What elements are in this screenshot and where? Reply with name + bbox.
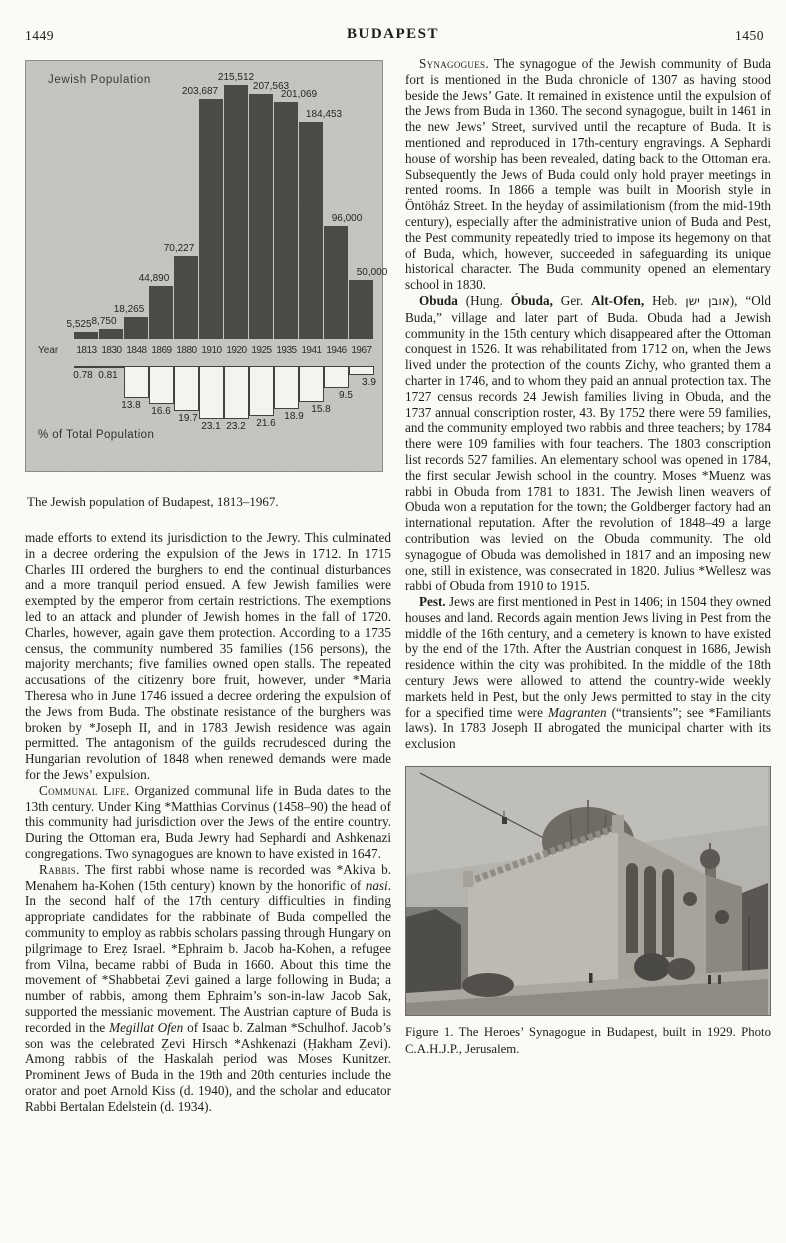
right-wing xyxy=(706,875,742,975)
text-run: (“transients”; see *Familiants laws). In 1783 Joseph II abrogated the municipal charter with its exclusion xyxy=(405,704,772,752)
percent-bar xyxy=(174,366,199,411)
page-number-right: 1450 xyxy=(735,28,764,43)
population-bar-value: 207,563 xyxy=(252,81,290,92)
right-column xyxy=(405,56,771,1057)
paragraph xyxy=(25,783,391,862)
left-trees xyxy=(406,909,461,999)
year-tick: 1920 xyxy=(226,345,247,356)
percent-bar-value: 15.8 xyxy=(311,404,331,415)
population-bar-value: 201,069 xyxy=(280,89,318,100)
population-bar xyxy=(149,286,173,339)
arched-window xyxy=(644,866,656,955)
text-run: Rabbis xyxy=(39,861,77,877)
paragraph xyxy=(25,862,391,1115)
pedestrian xyxy=(589,973,593,983)
population-chart xyxy=(25,60,388,472)
percent-bar xyxy=(149,366,174,404)
year-tick: 1910 xyxy=(201,345,222,356)
percent-bar-value: 3.9 xyxy=(362,377,376,388)
percent-bar xyxy=(124,366,149,398)
paragraph xyxy=(25,530,391,783)
arched-window xyxy=(662,869,674,957)
year-tick: 1880 xyxy=(176,345,197,356)
population-bar xyxy=(174,256,198,339)
percent-bar xyxy=(274,366,299,409)
page-header xyxy=(0,26,786,48)
background-buildings xyxy=(742,883,768,977)
corner-pylon-left xyxy=(463,871,473,887)
percent-bar xyxy=(199,366,224,419)
text-run: Obuda xyxy=(419,292,458,308)
population-bar xyxy=(349,280,373,339)
year-tick: 1830 xyxy=(101,345,122,356)
round-window xyxy=(683,892,697,906)
population-bar-value: 215,512 xyxy=(217,72,255,83)
percent-bar-value: 23.1 xyxy=(201,421,221,432)
bush xyxy=(462,973,514,997)
lamppost xyxy=(748,917,750,975)
percent-bar xyxy=(74,366,99,368)
left-column xyxy=(25,60,391,1114)
round-window xyxy=(715,910,729,924)
page-title: BUDAPEST xyxy=(346,26,440,42)
text-run: . The first rabbi whose name is recorded was *Akiva b. Menahem ha-Kohen (15th century) known by the honorific of xyxy=(25,861,391,893)
text-run: Alt-Ofen, xyxy=(591,292,645,308)
population-bar-value: 203,687 xyxy=(181,86,219,97)
population-bar-value: 44,890 xyxy=(138,273,170,284)
year-axis-label: Year xyxy=(38,345,59,356)
right-column-text xyxy=(405,56,771,752)
year-tick: 1967 xyxy=(351,345,372,356)
population-bar-value: 50,000 xyxy=(356,267,388,278)
year-tick: 1848 xyxy=(126,345,147,356)
percent-bar-value: 0.81 xyxy=(98,370,118,381)
population-bar-value: 8,750 xyxy=(91,316,117,327)
figure-caption xyxy=(405,1024,771,1057)
year-tick: 1869 xyxy=(151,345,172,356)
population-bar xyxy=(199,99,223,339)
paragraph xyxy=(405,293,771,594)
population-bar-value: 70,227 xyxy=(163,243,195,254)
population-bar-value: 96,000 xyxy=(331,213,363,224)
street-lamp xyxy=(502,817,507,824)
figure-caption-line2: Photo C.A.H.J.P., Jerusalem. xyxy=(405,1025,771,1056)
paragraph xyxy=(405,594,771,752)
year-tick: 1941 xyxy=(301,345,322,356)
pedestrian xyxy=(718,975,721,984)
year-axis xyxy=(26,345,382,358)
population-bar xyxy=(224,85,248,339)
percent-bar-value: 23.2 xyxy=(226,421,246,432)
population-bar xyxy=(274,102,298,339)
population-bar xyxy=(249,94,273,339)
text-run: (Hung. xyxy=(457,292,511,308)
figure-1 xyxy=(405,766,771,1057)
text-run: Pest. xyxy=(419,594,446,610)
text-run: Communal Life xyxy=(39,782,127,798)
population-bar-value: 18,265 xyxy=(113,304,145,315)
figure-caption-line1: Figure 1. The Heroes’ Synagogue in Budapest, built in 1929. xyxy=(405,1025,736,1040)
text-run: אובן ישן xyxy=(685,293,730,308)
population-bar-value: 184,453 xyxy=(305,109,343,120)
percent-bar xyxy=(299,366,324,402)
text-run: . Organized communal life in Buda dates to the 13th century. Under King *Matthias Corvinus (1458–90) the head of this community had jurisdiction over the Jews of the entire country. During the Ottoman era, Buda Jewry had Sephardi and Ashkenazi congregations. Two synagogues are known to have existed in 1647. xyxy=(25,782,391,861)
text-run: of Isaac b. Zalman *Schulhof. Jacob’s son was the celebrated Ẓevi Hirsch *Ashkenazi (Ḥakham Ẓevi). Among rabbis of the Haskalah period was Moses Kunitzer. Prominent Jews of Buda in the 19th and 20th centuries include the orator and poet Arnold Kiss (d. 1940), and the scholar and educator Rabbi Bertalan Edelstein (d. 1934). xyxy=(25,1019,391,1114)
population-bar-value: 5,525 xyxy=(66,319,92,330)
left-column-text xyxy=(25,530,391,1114)
percent-bar xyxy=(224,366,249,419)
percent-bar-value: 18.9 xyxy=(284,411,304,422)
year-tick: 1813 xyxy=(76,345,97,356)
text-run: Megillat Ofen xyxy=(109,1019,184,1035)
percent-bar-value: 13.8 xyxy=(121,400,141,411)
percent-axis-label: % of Total Population xyxy=(38,429,155,441)
text-run: nasi xyxy=(365,877,388,893)
synagogue-photo-illustration xyxy=(406,767,768,1015)
year-tick: 1935 xyxy=(276,345,297,356)
population-bar xyxy=(99,329,123,339)
paragraph xyxy=(405,56,771,293)
text-run: Óbuda, xyxy=(510,292,553,308)
synagogue-photo xyxy=(405,766,771,1016)
text-run: Synagogues xyxy=(419,56,486,71)
year-tick: 1946 xyxy=(326,345,347,356)
pedestrian xyxy=(708,975,711,984)
text-run: . The synagogue of the Jewish community of Buda fort is mentioned in the Buda chronicle of 1307 as having stood beside the Jews’ Gate. It remained in existence until the expulsion of the Jews from Buda in 1360. The second synagogue, built in 1461 in the new Jews’ Street, survived until the recapture of Buda. It is mentioned and reproduced in 17th-century engravings. A Sephardi house of worship has been revealed, dating back to the Ottoman era. Subsequently the Jews of Buda could only hold prayer meetings in rented rooms. In 1866 a temple was built in Moorish style in Öntöház Street. In the heyday of assimilationism (from the mid-19th century), especially after the administrative union of Buda and Pest, the Pest community repeatedly tried to impose its hegemony on that of Buda, which, however, succeeded in safeguarding its unique historical character. The Buda community opened an elementary school in 1830. xyxy=(405,56,771,293)
text-run: Ger. xyxy=(552,292,592,308)
population-bar xyxy=(299,122,323,339)
text-run: made efforts to extend its jurisdiction to the Jewry. This culminated in a decree ordering the expulsion of the Jews in 1712. In 1715 Charles III ordered the burghers to end the continual disturbances and a more tranquil period ensued. A few Jewish families were exempted by the emperor from certain restrictions. The exemptions led to an attack and plunder of Jewish homes in the fall of 1720. Charles, however, again gave them protection. According to a 1735 census, the community numbered 35 families (156 persons), the majority merchants; five families owned open stalls. The repeated accusations of the citizenry bore fruit, however, under *Maria Theresa who in June 1746 issued a decree ordering the expulsion of the Jews from Buda. The obstinate resistance of the burghers was broken by *Joseph II, and in 1783 Jewish residence was again permitted. The antagonism of the guilds recrudesced during the Hungarian revolution of 1848 when renewed demands were made for the Jews’ expulsion. xyxy=(25,530,391,782)
bush xyxy=(667,958,695,980)
text-run: Jews are first mentioned in Pest in 1406; in 1504 they owned houses and land. Records again mention Jews living in Pest from the middle of the 16th century, and a cemetery is known to have existed by the end of the 17th. After the Austrian conquest in 1686, Jewish residence within the city was prohibited. In the middle of the 18th century Jews were allowed to attend the country-wide weekly markets held in Pest, but the only Jews permitted to stay in the city for a specified time were xyxy=(405,594,771,720)
year-tick: 1925 xyxy=(251,345,272,356)
percent-bar-value: 0.78 xyxy=(73,370,93,381)
population-bar xyxy=(324,226,348,339)
bush xyxy=(634,953,670,981)
tower-bulb xyxy=(700,849,720,869)
chart-title: Jewish Population xyxy=(48,74,151,86)
population-bar xyxy=(124,317,148,339)
text-run: Magranten xyxy=(547,704,607,720)
page-number-left: 1449 xyxy=(25,28,54,43)
text-run: ), “Old Buda,” village and later part of Buda. Obuda had a Jewish community in the 15th century which disappeared after the Ottoman conquest in 1526. It was rehabilitated from 1712 on, when the Jews lived under the protection of the counts Zichy, who granted them a charter in 1746, and to whom they paid an annual protection tax. The 1727 census records 24 Jewish families living in Obuda, and the 1737 annual conscription roster, 43. By 1752 there were 59 families, and the community employed two rabbis and three teachers; by 1784 there were 109 families with four teachers. The 1803 conscription list records 527 families. An elementary school was opened in 1784, the first secular Jewish school in the country. Moses *Muenz was rabbi in Obuda from 1781 to 1831. The Jewish linen weavers of Obuda won a reputation for the town; the Goldberger factory had an international reputation. After the revolution of 1848–49 a large contribution was levied on the Obuda community. The old synagogue of Obuda was demolished in 1817 and an imposing new one, still in existence, was consecrated in 1820. Julius *Wellesz was rabbi of Obuda from 1910 to 1915. xyxy=(405,292,771,594)
text-run: Heb. xyxy=(644,292,686,308)
percent-bar xyxy=(99,366,124,368)
percent-bar-value: 21.6 xyxy=(256,418,276,429)
population-bar xyxy=(74,332,98,339)
percent-bar-value: 9.5 xyxy=(339,390,353,401)
percent-bar xyxy=(324,366,349,388)
corner-pylon-right xyxy=(612,815,624,833)
percent-bar-value: 19.7 xyxy=(178,413,198,424)
percent-bar xyxy=(349,366,374,375)
chart-caption: The Jewish population of Budapest, 1813–1967. xyxy=(27,494,279,509)
arched-window xyxy=(626,863,638,953)
text-run: . In the second half of the 17th century difficulties in finding appropriate candidates for the rabbinate of Buda compelled the community to employ as rabbis scholars passing through Hungary on pilgrimage to Ereẓ Israel. *Ephraim b. Jacob ha-Kohen, a refugee from Vilna, became rabbi of Buda in 1660. About this time the movement of *Shabbetai Ẓevi gained a large following in Buda; a number of rabbis, among them Ephraim’s son-in-law Jacob Sak, supported the messianic movement. The Austrian capture of Buda is recorded in the xyxy=(25,877,391,1035)
percent-bar xyxy=(249,366,274,416)
percent-bar-value: 16.6 xyxy=(151,406,171,417)
